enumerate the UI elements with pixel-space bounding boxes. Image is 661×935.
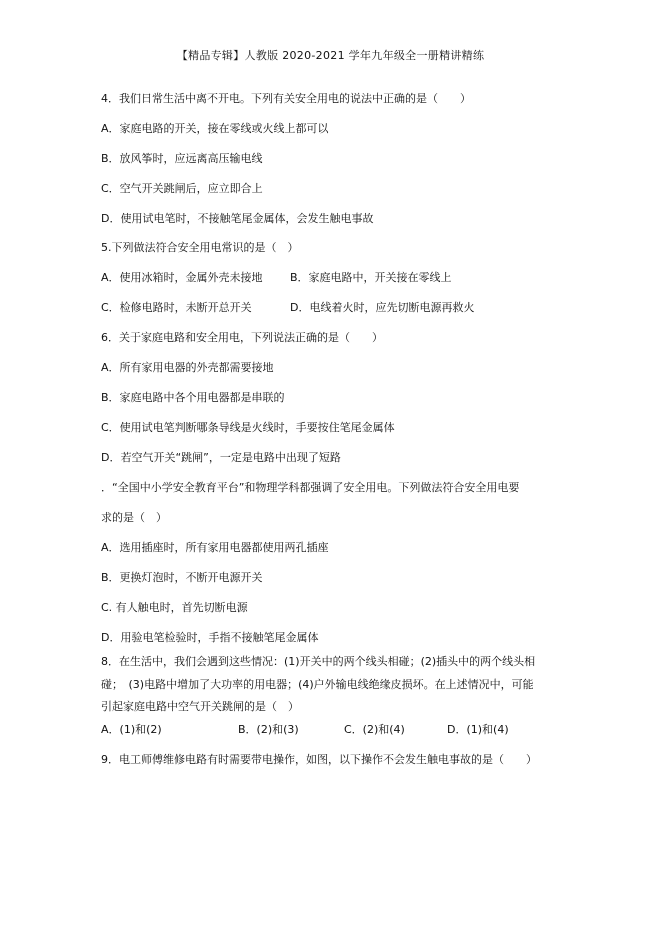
question-6-option-d: D．若空气开关“跳闸”，一定是电路中出现了短路 <box>101 451 341 464</box>
question-6-stem: 6．关于家庭电路和安全用电，下列说法正确的是（ ） <box>101 331 383 344</box>
question-8-option-b: B．(2)和(3) <box>238 723 299 736</box>
question-6-option-c: C．使用试电笔判断哪条导线是火线时，手要按住笔尾金属体 <box>101 421 395 434</box>
question-7-option-a: A．选用插座时，所有家用电器都使用两孔插座 <box>101 541 329 554</box>
question-6-option-b: B．家庭电路中各个用电器都是串联的 <box>101 391 285 404</box>
question-4-option-b: B．放风筝时，应远离高压输电线 <box>101 152 263 165</box>
question-8-stem-line-2: 碰； (3)电路中增加了大功率的用电器；(4)户外输电线绝缘皮损坏。在上述情况中，可能 <box>101 678 534 691</box>
question-7-stem-line-2: 求的是（ ） <box>101 511 167 524</box>
page-header: 【精品专辑】人教版 2020-2021 学年九年级全一册精讲精练 <box>176 49 485 62</box>
question-5-option-c: C．检修电路时，未断开总开关 <box>101 301 252 314</box>
question-5-stem: 5.下列做法符合安全用电常识的是（ ） <box>101 241 299 254</box>
question-4-stem: 4．我们日常生活中离不开电。下列有关安全用电的说法中正确的是（ ） <box>101 92 471 105</box>
question-6-option-a: A．所有家用电器的外壳都需要接地 <box>101 361 274 374</box>
question-4-option-d: D．使用试电笔时，不接触笔尾金属体，会发生触电事故 <box>101 212 374 225</box>
question-8-option-c: C．(2)和(4) <box>344 723 405 736</box>
question-8-stem-line-1: 8．在生活中，我们会遇到这些情况：(1)开关中的两个线头相碰；(2)插头中的两个线头相 <box>101 655 536 668</box>
question-8-option-a: A．(1)和(2) <box>101 723 162 736</box>
question-8-stem-line-3: 引起家庭电路中空气开关跳闸的是（ ） <box>101 700 299 713</box>
question-9-stem: 9．电工师傅维修电路有时需要带电操作，如图，以下操作不会发生触电事故的是（ ） <box>101 753 537 766</box>
question-7-option-c: C. 有人触电时，首先切断电源 <box>101 601 248 614</box>
question-5-option-b: B．家庭电路中，开关接在零线上 <box>290 271 452 284</box>
question-5-option-d: D．电线着火时，应先切断电源再救火 <box>290 301 475 314</box>
question-8-option-d: D．(1)和(4) <box>447 723 509 736</box>
question-7-option-d: D．用验电笔检验时，手指不接触笔尾金属体 <box>101 631 319 644</box>
question-7-option-b: B．更换灯泡时，不断开电源开关 <box>101 571 263 584</box>
question-4-option-a: A．家庭电路的开关，接在零线或火线上都可以 <box>101 122 329 135</box>
question-4-option-c: C．空气开关跳闸后，应立即合上 <box>101 182 263 195</box>
question-5-option-a: A．使用冰箱时，金属外壳未接地 <box>101 271 263 284</box>
question-7-stem-line-1: ．“全国中小学安全教育平台”和物理学科都强调了安全用电。下列做法符合安全用电要 <box>101 481 520 494</box>
